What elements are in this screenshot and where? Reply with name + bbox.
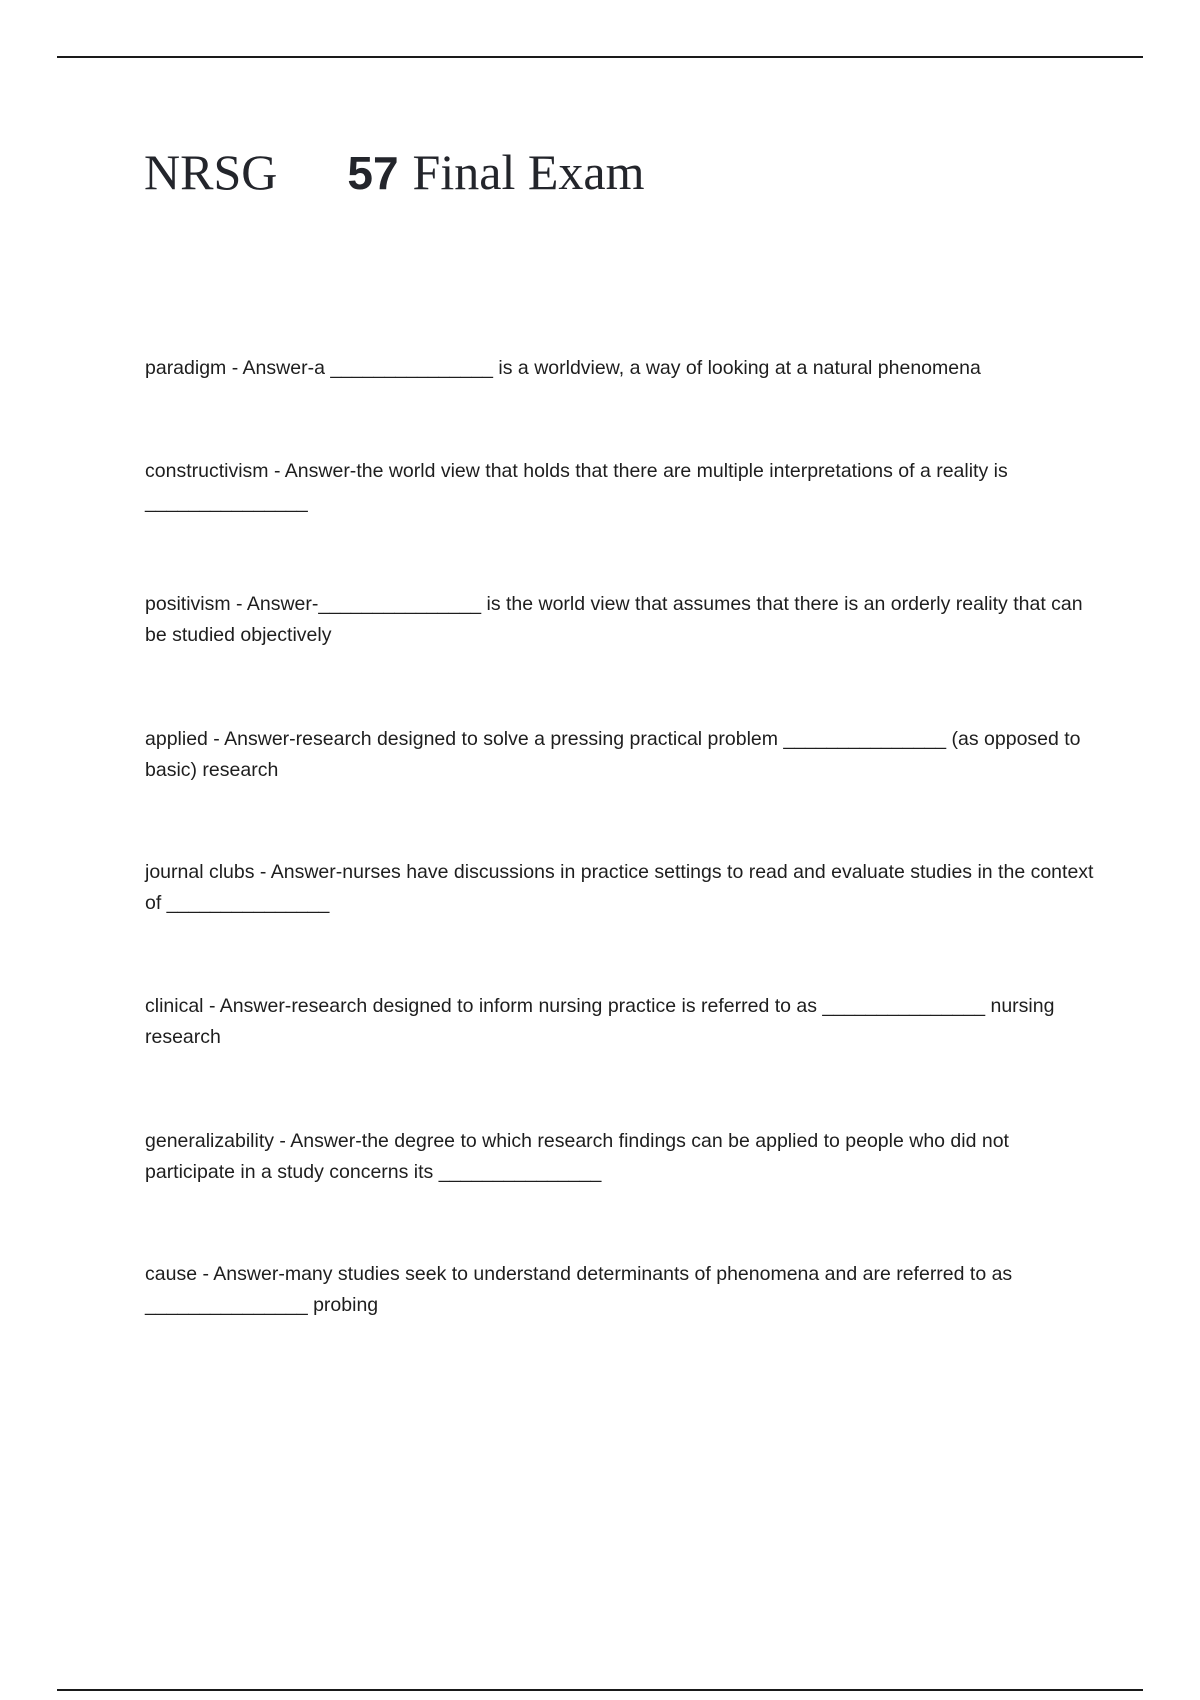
qa-answer-text: a _______________ is a worldview, a way of looking at a natural phenomena (314, 357, 981, 379)
title-course: NRSG (144, 144, 278, 200)
qa-separator: - Answer- (226, 357, 315, 379)
top-rule (57, 56, 1143, 58)
qa-term: constructivism (145, 460, 269, 482)
qa-term: applied (145, 728, 208, 750)
qa-answer-text: research designed to inform nursing practice is referred to as _______________ nursing research (145, 995, 1055, 1048)
qa-item (145, 353, 1095, 384)
bottom-rule (57, 1689, 1143, 1691)
qa-separator: - Answer- (274, 1130, 362, 1152)
qa-term: clinical (145, 995, 204, 1017)
qa-separator: - Answer- (197, 1263, 285, 1285)
qa-answer-text: many studies seek to understand determinants of phenomena and are referred to as _______________ probing (145, 1263, 1013, 1316)
qa-answer-text: nurses have discussions in practice settings to read and evaluate studies in the context of _______________ (145, 861, 1094, 914)
qa-term: paradigm (145, 357, 227, 379)
qa-separator: - Answer- (268, 460, 357, 482)
qa-separator: - Answer- (230, 593, 319, 615)
qa-item (145, 1259, 1095, 1321)
qa-answer-text: research designed to solve a pressing practical problem _______________ (as opposed to basic) research (145, 728, 1081, 781)
page-title (144, 142, 644, 203)
qa-term: positivism (145, 593, 231, 615)
qa-answer-text: the world view that holds that there are multiple interpretations of a reality is _______________ (145, 460, 1008, 513)
qa-answer-text: the degree to which research findings can be applied to people who did not participate in a study concerns its _______________ (145, 1130, 1009, 1183)
qa-separator: - Answer- (207, 728, 296, 750)
qa-separator: - Answer- (254, 861, 343, 883)
title-rest: Final Exam (412, 144, 645, 200)
qa-term: journal clubs (145, 861, 255, 883)
qa-item (145, 724, 1095, 786)
qa-item (145, 991, 1095, 1053)
qa-separator: - Answer- (203, 995, 292, 1017)
qa-answer-text: _______________ is the world view that assumes that there is an orderly reality that can be studied objectively (145, 593, 1083, 646)
qa-item (145, 456, 1095, 518)
qa-item (145, 857, 1095, 919)
qa-term: generalizability (145, 1130, 274, 1152)
qa-term: cause (145, 1263, 198, 1285)
qa-item (145, 589, 1095, 651)
title-number: 57 (347, 147, 399, 199)
qa-item (145, 1126, 1095, 1188)
